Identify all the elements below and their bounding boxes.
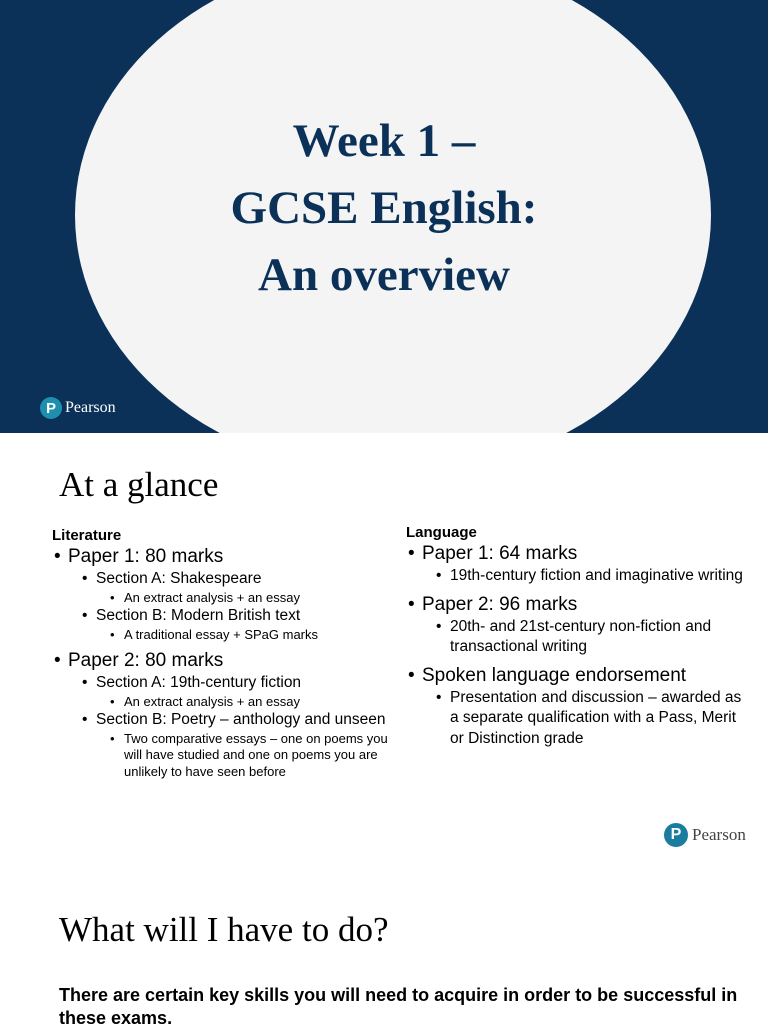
paper-item (406, 593, 746, 658)
section-detail: • Two comparative essays – one on poems you will have studied and one on poems you are unlikely to have seen before (108, 731, 397, 781)
language-paper-list (406, 542, 746, 749)
paper-item (406, 542, 746, 587)
literature-label: Literature (52, 527, 122, 544)
section-item (80, 710, 397, 780)
paper-detail: • 19th-century fiction and imaginative writing (434, 566, 746, 587)
title-line-1: Week 1 – (292, 115, 476, 167)
language-column (406, 523, 746, 749)
paper-label: Paper 1: 64 marks (422, 543, 578, 564)
pearson-p-icon: P (40, 397, 62, 419)
slide-heading: What will I have to do? (59, 910, 389, 949)
pearson-logo (664, 823, 746, 847)
section-label: Section B: Poetry – anthology and unseen (96, 711, 386, 728)
title-slide (0, 0, 768, 433)
title-line-2: GCSE English: (230, 182, 538, 234)
section-item (80, 569, 397, 606)
pearson-logo-text: Pearson (692, 825, 746, 844)
paper-label: Spoken language endorsement (422, 664, 687, 686)
literature-paper-list (52, 545, 397, 780)
section-label: Section B: Modern British text (96, 607, 301, 624)
pearson-logo-text: Pearson (65, 399, 116, 416)
paper-detail: • Presentation and discussion – awarded as a separate qualification with a Pass, Merit or Distinction grade (434, 688, 746, 750)
paper-item (406, 664, 746, 750)
section-detail: • A traditional essay + SPaG marks (108, 627, 397, 644)
language-label: Language (406, 524, 477, 541)
section-item (80, 606, 397, 643)
at-a-glance-slide (0, 433, 768, 878)
paper-label: Paper 2: 96 marks (422, 593, 578, 615)
paper-label: Paper 1: 80 marks (68, 546, 224, 567)
paper-label: Paper 2: 80 marks (68, 650, 224, 671)
paper-item (52, 545, 397, 643)
paper-detail: • 20th- and 21st-century non-fiction and transactional writing (434, 617, 746, 658)
slide-title (0, 108, 768, 309)
slide-body-text: There are certain key skills you will need to acquire in order to be successful in these exams. (59, 985, 738, 1028)
paper-item (52, 649, 397, 780)
what-will-i-do-slide (0, 878, 768, 1028)
title-line-3: An overview (258, 249, 510, 301)
section-detail: • An extract analysis + an essay (108, 694, 397, 711)
section-label: Section A: 19th-century fiction (96, 674, 302, 691)
section-detail: • An extract analysis + an essay (108, 590, 397, 607)
literature-column (52, 526, 397, 780)
slide-heading: At a glance (59, 465, 219, 504)
pearson-p-icon: P (664, 823, 688, 847)
section-item (80, 673, 397, 710)
pearson-logo (40, 396, 116, 420)
section-label: Section A: Shakespeare (96, 570, 262, 587)
